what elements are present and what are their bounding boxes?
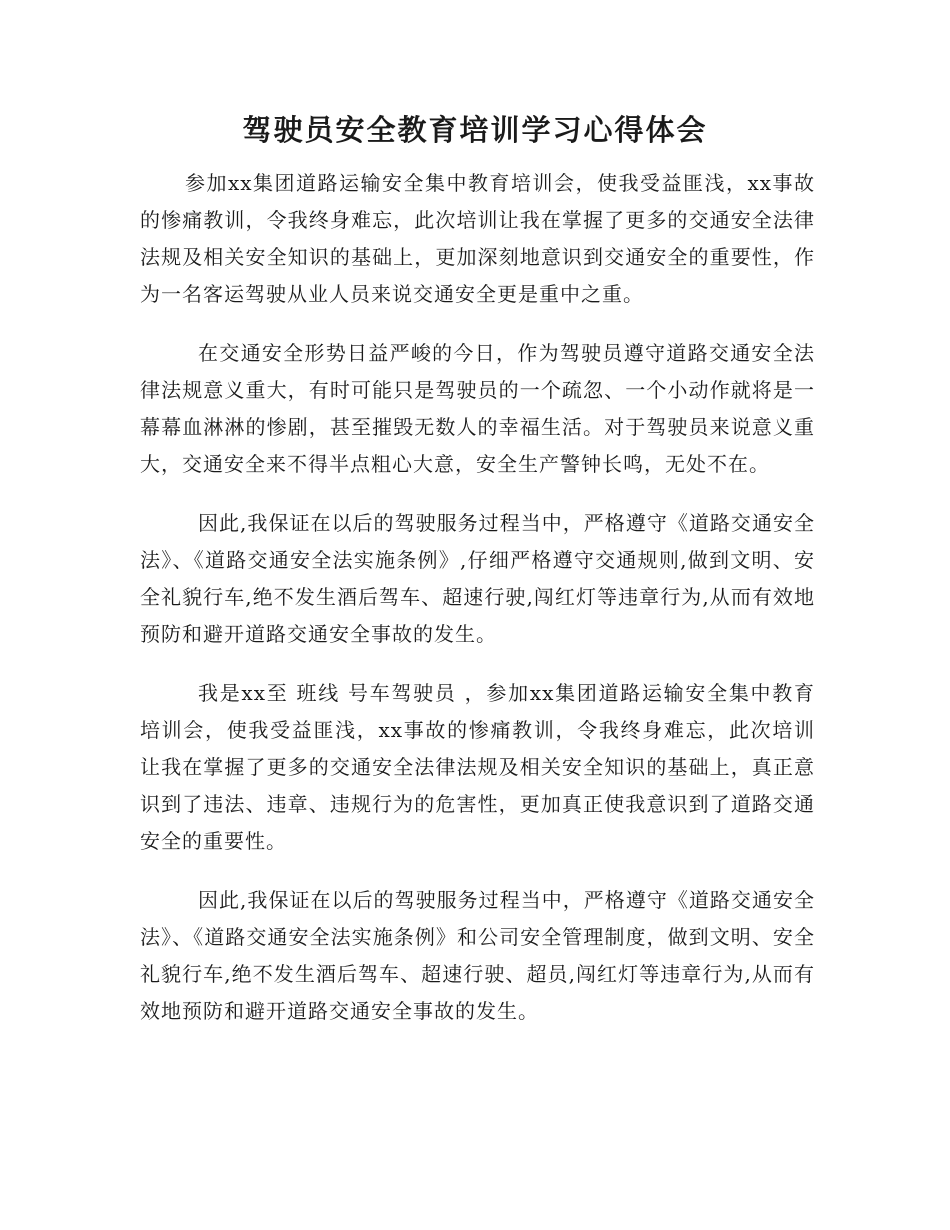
paragraph-5: 因此,我保证在以后的驾驶服务过程当中，严格遵守《道路交通安全法》、《道路交通安全法实施条例》和公司安全管理制度，做到文明、安全礼貌行车,绝不发生酒后驾车、超速行驶、超员,闯红灯等违章行为,从而有效地预防和避开道路交通安全事故的发生。 <box>140 888 815 1023</box>
paragraph-4: 我是xx至 班线 号车驾驶员 ，参加xx集团道路运输安全集中教育培训会，使我受益匪浅，xx事故的惨痛教训，令我终身难忘，此次培训让我在掌握了更多的交通安全法律法规及相关安全知识的基础上，真正意识到了违法、违章、违规行为的危害性，更加真正使我意识到了道路交通安全的重要性。 <box>140 681 815 853</box>
paragraph-1: 参加xx集团道路运输安全集中教育培训会，使我受益匪浅，xx事故的惨痛教训，令我终身难忘，此次培训让我在掌握了更多的交通安全法律法规及相关安全知识的基础上，更加深刻地意识到交通安全的重要性，作为一名客运驾驶从业人员来说交通安全更是重中之重。 <box>140 171 815 306</box>
document-title: 驾驶员安全教育培训学习心得体会 <box>242 113 708 147</box>
document-body <box>140 165 815 1052</box>
paragraph-3: 因此,我保证在以后的驾驶服务过程当中，严格遵守《道路交通安全法》、《道路交通安全法实施条例》,仔细严格遵守交通规则,做到文明、安全礼貌行车,绝不发生酒后驾车、超速行驶,闯红灯等违章行为,从而有效地预防和避开道路交通安全事故的发生。 <box>140 511 815 646</box>
paragraph-2: 在交通安全形势日益严峻的今日，作为驾驶员遵守道路交通安全法律法规意义重大，有时可能只是驾驶员的一个疏忽、一个小动作就将是一幕幕血淋淋的惨剧，甚至摧毁无数人的幸福生活。对于驾驶员来说意义重大，交通安全来不得半点粗心大意，安全生产警钟长鸣，无处不在。 <box>140 341 815 476</box>
